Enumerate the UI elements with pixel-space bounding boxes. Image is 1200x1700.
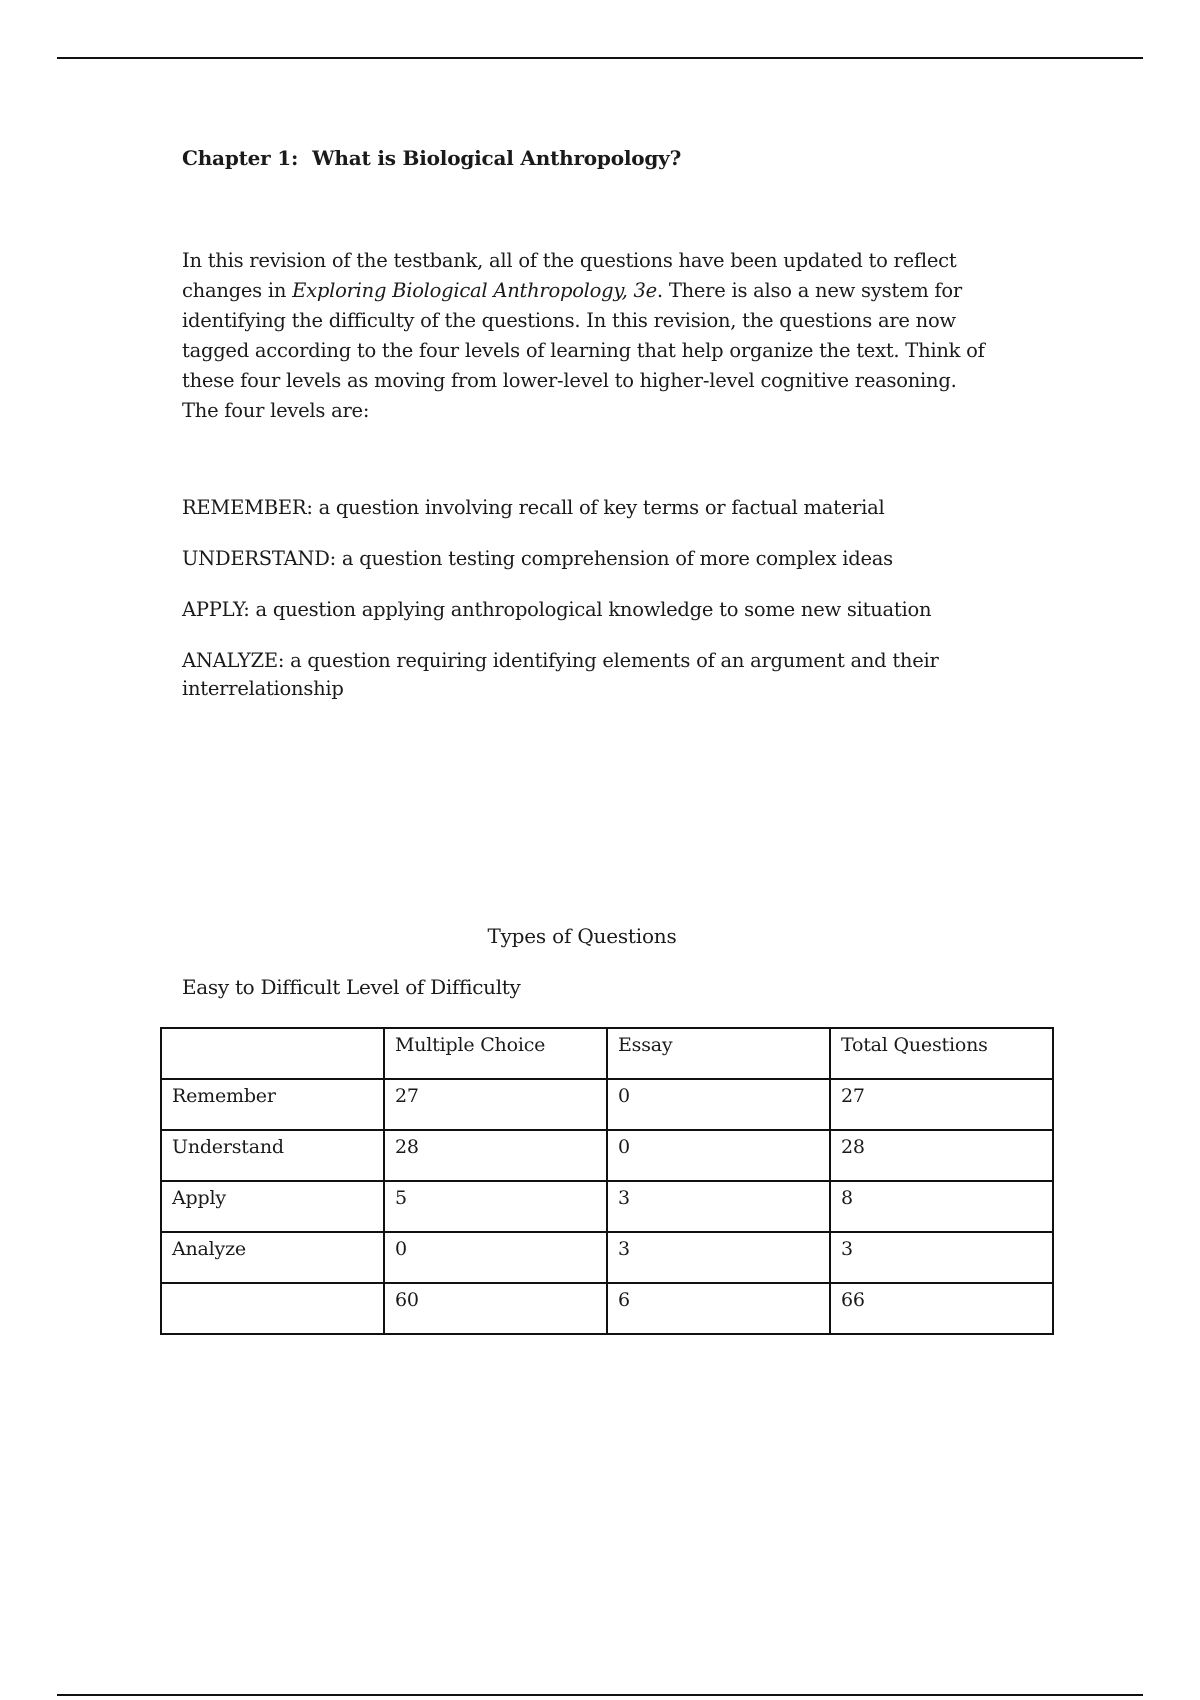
essay-total: 6 <box>607 1283 830 1334</box>
row-label: Analyze <box>161 1232 384 1283</box>
level-analyze: ANALYZE: a question requiring identifying elements of an argument and their interrelationship <box>182 649 939 700</box>
row-label: Remember <box>161 1079 384 1130</box>
essay-count: 0 <box>607 1130 830 1181</box>
essay-count: 3 <box>607 1232 830 1283</box>
chapter-label: Chapter 1: <box>182 146 299 170</box>
row-label: Understand <box>161 1130 384 1181</box>
chapter-title <box>182 146 681 170</box>
intro-text-end: . There is also a new system for identifying the difficulty of the questions. In this revision, the questions are now tagged according to the four levels of learning that help organize the text. Think of these four levels as moving from lower-level to higher-level cognitive reasoning. The four levels are: <box>182 279 985 422</box>
level-understand: UNDERSTAND: a question testing comprehension of more complex ideas <box>182 547 893 570</box>
table-totals-row <box>161 1283 1053 1334</box>
essay-count: 0 <box>607 1079 830 1130</box>
row-label <box>161 1283 384 1334</box>
header-total-questions: Total Questions <box>830 1028 1053 1079</box>
question-types-table <box>160 1027 1054 1335</box>
level-remember: REMEMBER: a question involving recall of key terms or factual material <box>182 496 885 519</box>
multiple-choice-count: 5 <box>384 1181 607 1232</box>
grand-total: 66 <box>830 1283 1053 1334</box>
bottom-rule <box>57 1694 1143 1696</box>
total-count: 28 <box>830 1130 1053 1181</box>
row-label: Apply <box>161 1181 384 1232</box>
multiple-choice-count: 0 <box>384 1232 607 1283</box>
types-of-questions-title: Types of Questions <box>487 924 677 948</box>
essay-count: 3 <box>607 1181 830 1232</box>
table-header-row <box>161 1028 1053 1079</box>
header-cell-blank <box>161 1028 384 1079</box>
total-count: 8 <box>830 1181 1053 1232</box>
chapter-name: What is Biological Anthropology? <box>312 146 682 170</box>
header-essay: Essay <box>607 1028 830 1079</box>
total-count: 27 <box>830 1079 1053 1130</box>
multiple-choice-count: 28 <box>384 1130 607 1181</box>
level-apply: APPLY: a question applying anthropological knowledge to some new situation <box>182 598 932 621</box>
table-row <box>161 1232 1053 1283</box>
top-rule <box>57 57 1143 59</box>
multiple-choice-count: 27 <box>384 1079 607 1130</box>
table-caption: Easy to Difficult Level of Difficulty <box>182 975 521 999</box>
table-row <box>161 1079 1053 1130</box>
multiple-choice-total: 60 <box>384 1283 607 1334</box>
table-row <box>161 1181 1053 1232</box>
header-multiple-choice: Multiple Choice <box>384 1028 607 1079</box>
total-count: 3 <box>830 1232 1053 1283</box>
book-title: Exploring Biological Anthropology, 3e <box>292 279 657 302</box>
intro-text-start: In this revision of the testbank, all of the questions have been updated to reflect changes in <box>182 249 957 302</box>
intro-paragraph <box>182 246 992 426</box>
levels-list <box>182 494 942 726</box>
table-row <box>161 1130 1053 1181</box>
